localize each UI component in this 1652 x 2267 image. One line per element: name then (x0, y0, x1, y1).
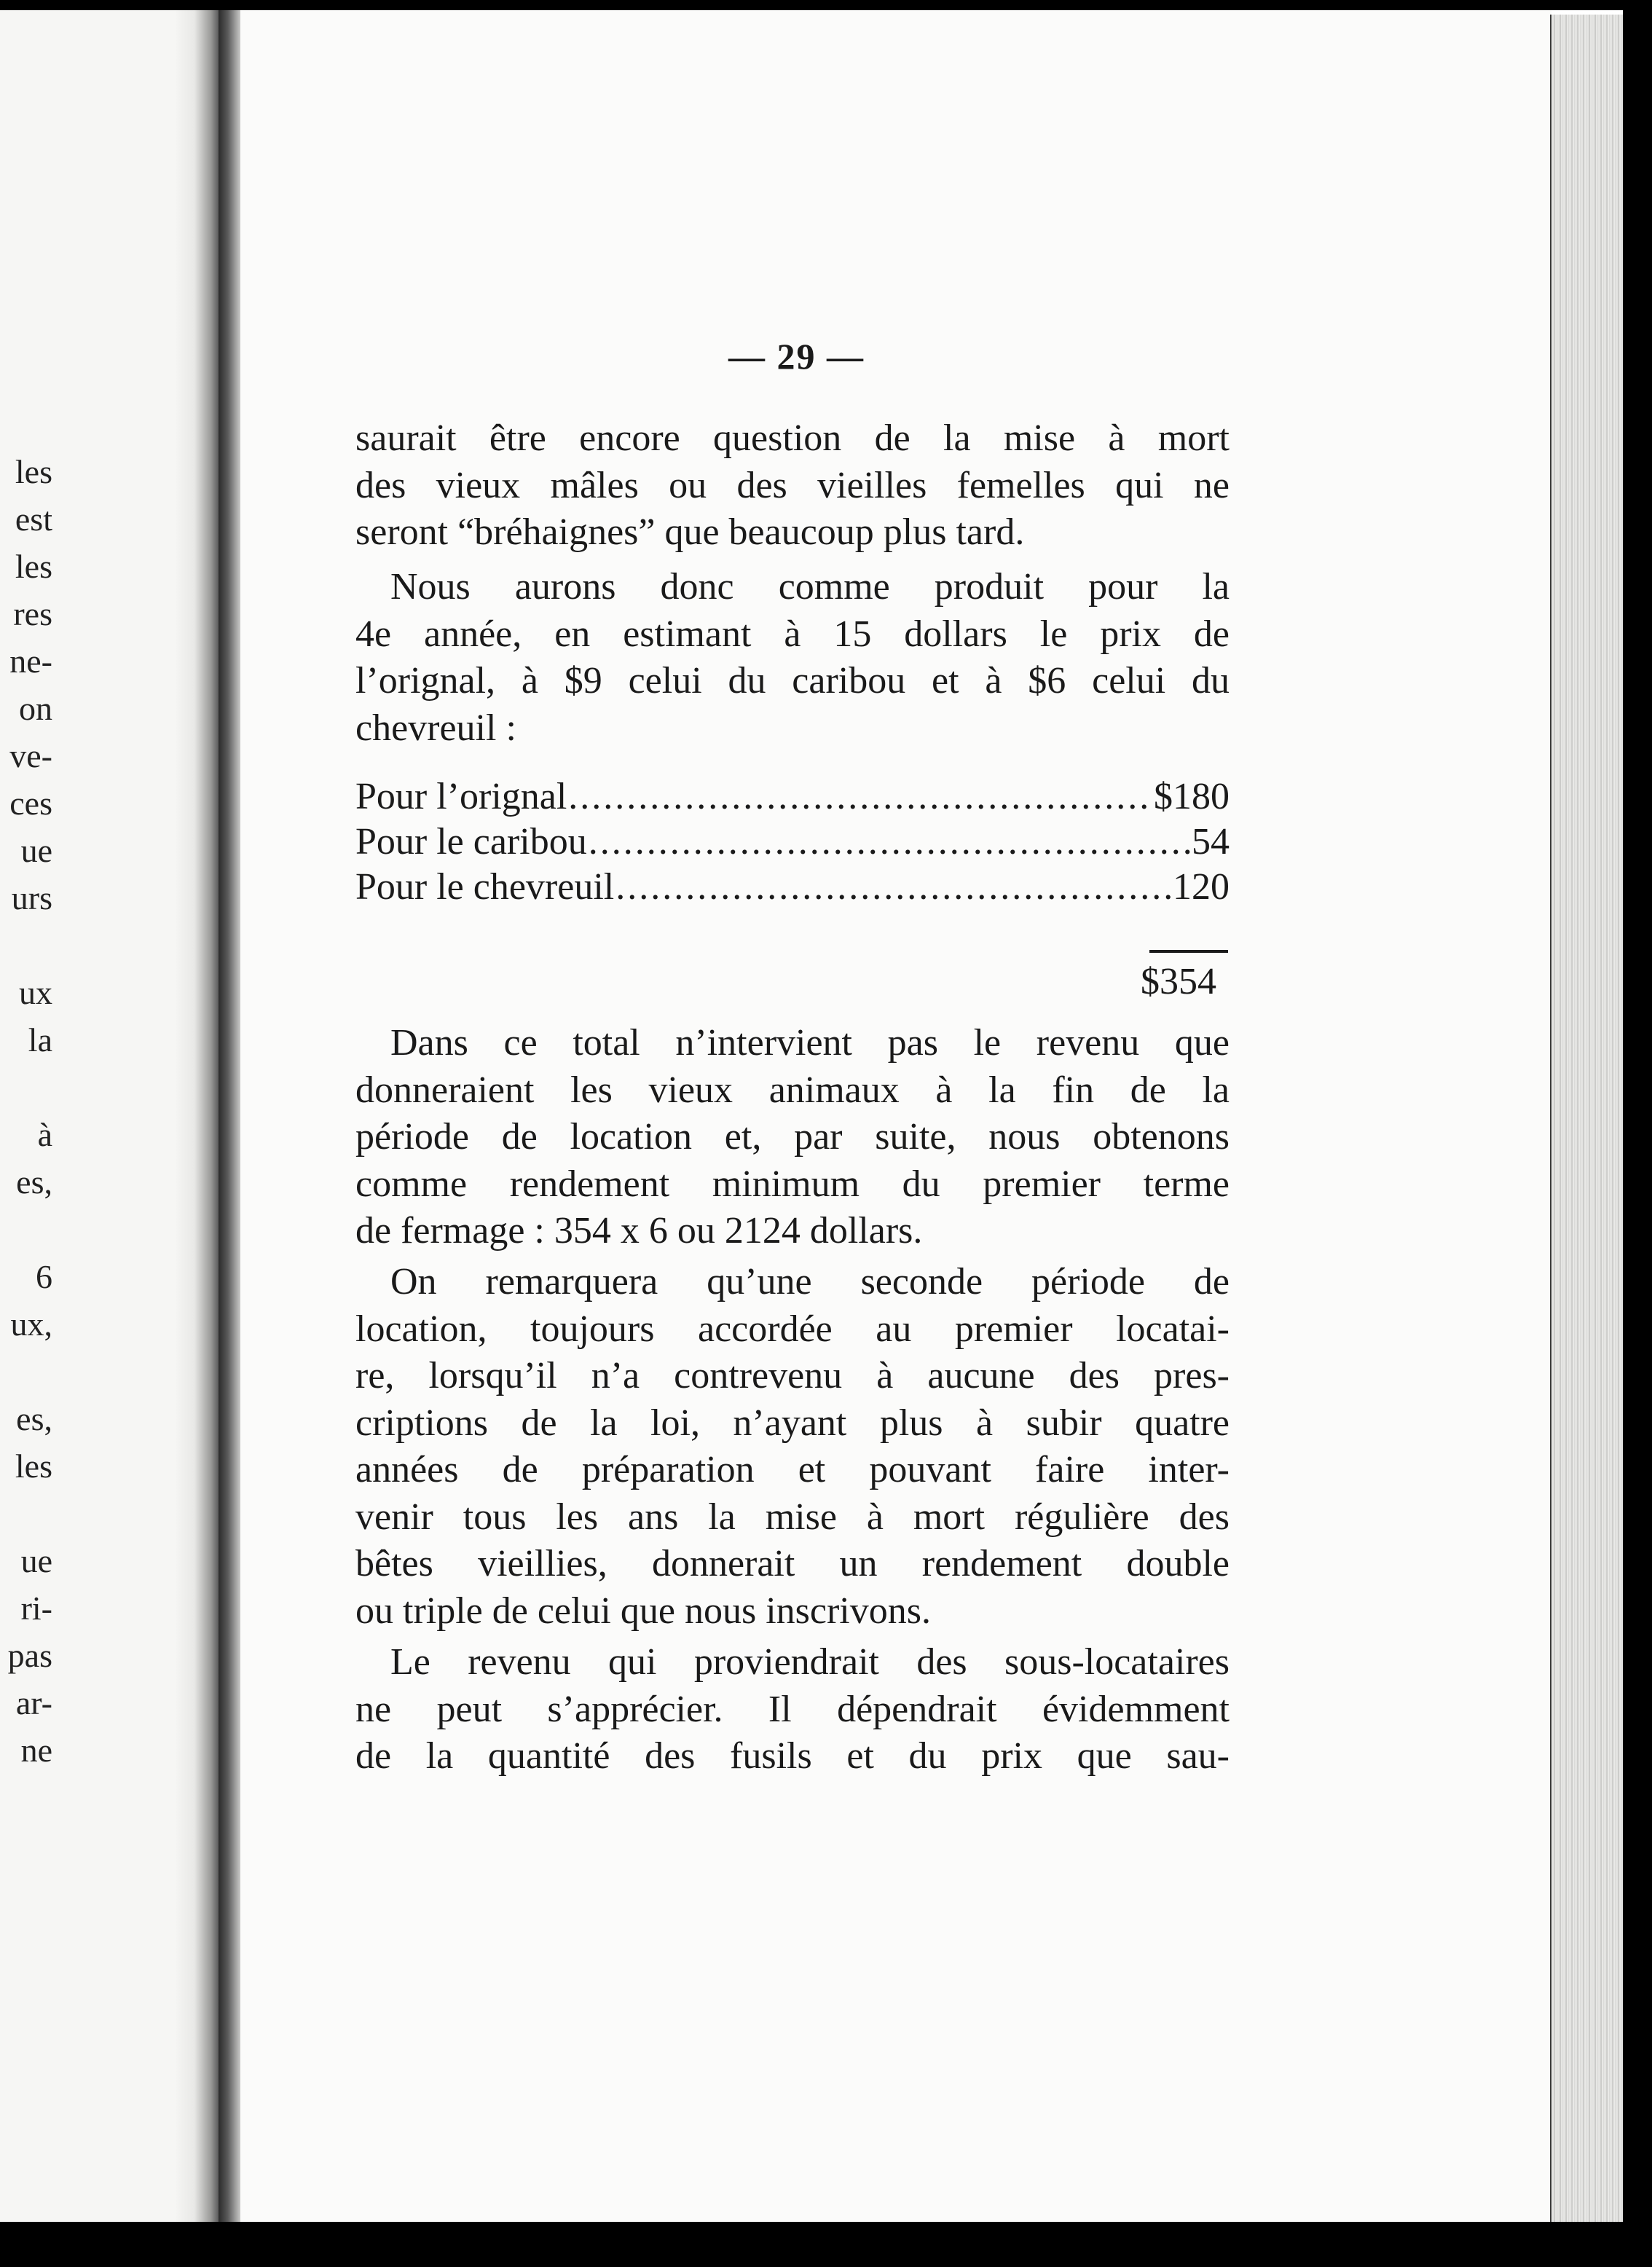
text-line: années de préparation et pouvant faire inter- (355, 1449, 1230, 1490)
ledger-value: 54 (1192, 821, 1230, 863)
text-line: saurait être encore question de la mise à mort (355, 417, 1230, 459)
leader-dots (589, 820, 1190, 865)
left-fragment: ces (9, 785, 52, 822)
text-line: des vieux mâles ou des vieilles femelles qui ne (355, 464, 1230, 506)
price-ledger (355, 774, 1230, 910)
text-line: location, toujours accordée au premier locatai- (355, 1308, 1230, 1350)
text-line: re, lorsqu’il n’a contrevenu à aucune des pres- (355, 1355, 1230, 1396)
left-fragment: ue (20, 1542, 52, 1579)
text-line: Le revenu qui proviendrait des sous-locataires (390, 1641, 1230, 1683)
ledger-label: Pour le caribou (355, 821, 587, 863)
left-fragment: est (15, 500, 52, 538)
paragraph-3 (355, 1020, 1230, 1255)
text-line: Dans ce total n’intervient pas le revenu que (390, 1022, 1230, 1064)
paragraph-2 (355, 564, 1230, 752)
total-rule (1149, 950, 1228, 953)
text-line: période de location et, par suite, nous obtenons (355, 1116, 1230, 1158)
left-fragment: ar- (15, 1684, 52, 1721)
left-facing-page (0, 10, 175, 2222)
text-line: ne peut s’apprécier. Il dépendrait évidemment (355, 1688, 1230, 1730)
left-fragment: urs (11, 879, 52, 916)
left-fragment: es, (16, 1400, 52, 1437)
left-fragment: ue (20, 832, 52, 869)
ledger-row (355, 865, 1230, 910)
paragraph-1 (355, 415, 1230, 557)
left-fragment: on (19, 690, 52, 727)
text-line: l’orignal, à $9 celui du caribou et à $6 celui du (355, 660, 1230, 702)
ledger-label: Pour l’orignal (355, 776, 567, 817)
left-fragment: ne (20, 1732, 52, 1769)
left-fragment: ne- (9, 643, 52, 680)
ledger-row (355, 774, 1230, 820)
leader-dots (568, 774, 1152, 820)
left-fragment: les (15, 453, 52, 490)
page-number: — 29 — (728, 336, 865, 377)
text-line: criptions de la loi, n’ayant plus à subir quatre (355, 1402, 1230, 1444)
text-line: donneraient les vieux animaux à la fin de la (355, 1069, 1230, 1111)
stacked-page-edges (1551, 15, 1623, 2222)
scan-right-border (1623, 0, 1652, 2267)
text-line: de fermage : 354 x 6 ou 2124 dollars. (355, 1210, 923, 1252)
text-line: chevreuil : (355, 707, 516, 749)
text-line: Nous aurons donc comme produit pour la (390, 566, 1230, 608)
left-fragment: ux, (10, 1305, 52, 1343)
gutter-edge (219, 10, 242, 2222)
left-fragment: ri- (20, 1590, 52, 1627)
left-fragment: les (15, 548, 52, 585)
text-line: seront “bréhaignes” que beaucoup plus tard. (355, 511, 1025, 553)
text-line: 4e année, en estimant à 15 dollars le prix de (355, 613, 1230, 655)
text-line: bêtes vieillies, donnerait un rendement double (355, 1543, 1230, 1584)
left-fragment: res (13, 595, 52, 632)
scan-top-border (0, 0, 1652, 10)
text-line: de la quantité des fusils et du prix que sau- (355, 1735, 1230, 1777)
left-fragment: 6 (36, 1258, 52, 1295)
text-line: venir tous les ans la mise à mort régulière des (355, 1496, 1230, 1538)
left-fragment: à (37, 1116, 52, 1153)
left-fragment: la (28, 1021, 52, 1058)
ledger-row (355, 820, 1230, 865)
left-fragment: es, (16, 1163, 52, 1201)
ledger-value: 120 (1173, 866, 1230, 908)
text-line: ou triple de celui que nous inscrivons. (355, 1590, 931, 1632)
left-fragment: ux (19, 974, 52, 1011)
scan-bottom-border (0, 2222, 1652, 2267)
left-fragment: pas (7, 1637, 52, 1674)
paragraph-5 (355, 1639, 1230, 1780)
text-line: On remarquera qu’une seconde période de (390, 1261, 1230, 1303)
ledger-value: $180 (1154, 776, 1230, 817)
text-line: comme rendement minimum du premier terme (355, 1163, 1230, 1205)
leader-dots (615, 865, 1171, 910)
ledger-label: Pour le chevreuil (355, 866, 615, 908)
ledger-total: $354 (1141, 961, 1216, 1002)
left-fragment: les (15, 1447, 52, 1485)
paragraph-4 (355, 1259, 1230, 1635)
left-fragment: ve- (9, 737, 52, 774)
